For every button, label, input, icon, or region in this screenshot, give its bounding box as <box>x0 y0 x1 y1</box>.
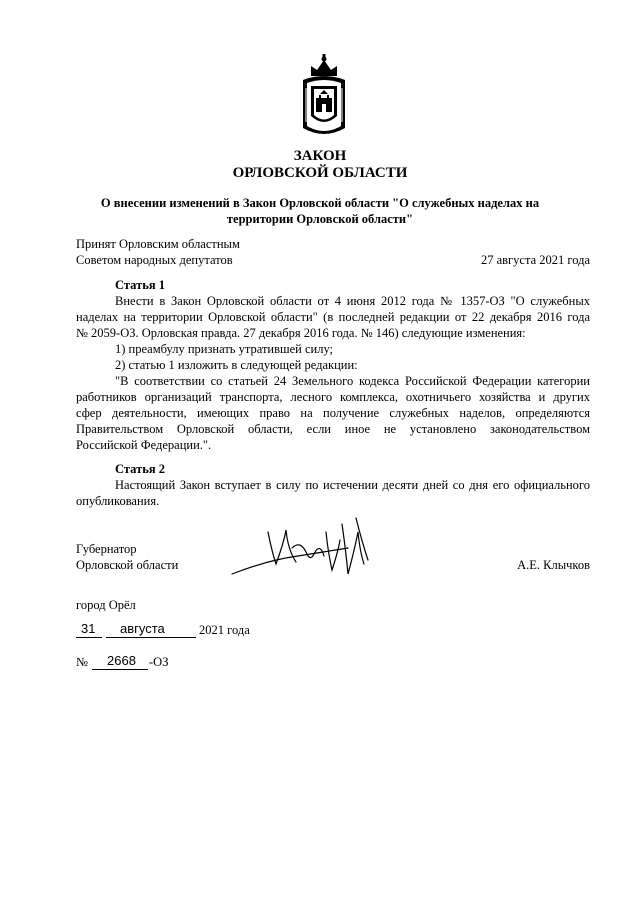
date-day-value: 31 <box>81 621 96 636</box>
law-number-field <box>92 653 148 670</box>
article-1-quote-line-1: "В соответствии со статьей 24 Земельного кодекса Российской Федерации категории <box>115 374 590 388</box>
document-type-title: ЗАКОН <box>293 148 347 164</box>
adopted-by-line-2: Советом народных депутатов <box>76 253 233 267</box>
article-2-text-line-2: опубликования. <box>76 494 160 508</box>
date-day-field <box>76 621 102 638</box>
handwritten-signature <box>228 512 378 590</box>
coat-of-arms-icon <box>297 54 351 140</box>
adopted-by-line-1: Принят Орловским областным <box>76 237 240 251</box>
article-1-quote-line-2: работников организаций транспорта, лесного комплекса, охотничьего хозяйства и других <box>76 390 590 404</box>
article-1-quote-line-3: сфер деятельности, имеющих право на получение служебных наделов, определяются <box>76 406 590 420</box>
article-1-quote-line-4: Правительством Орловской области, если иное не установлено законодательством <box>76 422 590 436</box>
date-year-label: 2021 года <box>199 623 250 637</box>
article-1-item-1: 1) преамбулу признать утратившей силу; <box>115 342 334 356</box>
signatory-name: А.Е. Клычков <box>517 558 590 572</box>
article-1-item-2: 2) статью 1 изложить в следующей редакции: <box>115 358 358 372</box>
law-number-suffix: -ОЗ <box>149 655 169 669</box>
date-month-field <box>106 621 196 638</box>
law-subtitle-line-2: территории Орловской области" <box>226 212 414 226</box>
law-number-prefix: № <box>76 655 88 669</box>
law-number-value: 2668 <box>107 653 136 668</box>
date-month-value: августа <box>120 621 165 636</box>
law-subtitle-line-1: О внесении изменений в Закон Орловской области "О служебных наделах на <box>100 196 540 210</box>
article-1-intro-line-1: Внести в Закон Орловской области от 4 июня 2012 года № 1357-ОЗ "О служебных <box>115 294 590 308</box>
article-2-text-line-1: Настоящий Закон вступает в силу по истечении десяти дней со дня его официального <box>115 478 590 492</box>
article-1-intro-line-3: № 2059-ОЗ. Орловская правда. 27 декабря 2016 года. № 146) следующие изменения: <box>76 326 526 340</box>
adoption-date: 27 августа 2021 года <box>480 253 590 267</box>
article-1-heading: Статья 1 <box>115 278 165 292</box>
article-2-heading: Статья 2 <box>115 462 165 476</box>
article-1-quote-line-5: Российской Федерации.". <box>76 438 212 452</box>
signatory-position-line-1: Губернатор <box>76 542 137 556</box>
region-title: ОРЛОВСКОЙ ОБЛАСТИ <box>232 165 408 181</box>
article-1-intro-line-2: наделах на территории Орловской области" (в последней редакции от 22 декабря 2016 года <box>76 310 590 324</box>
signatory-position-line-2: Орловской области <box>76 558 179 572</box>
city-label: город Орёл <box>76 598 136 612</box>
